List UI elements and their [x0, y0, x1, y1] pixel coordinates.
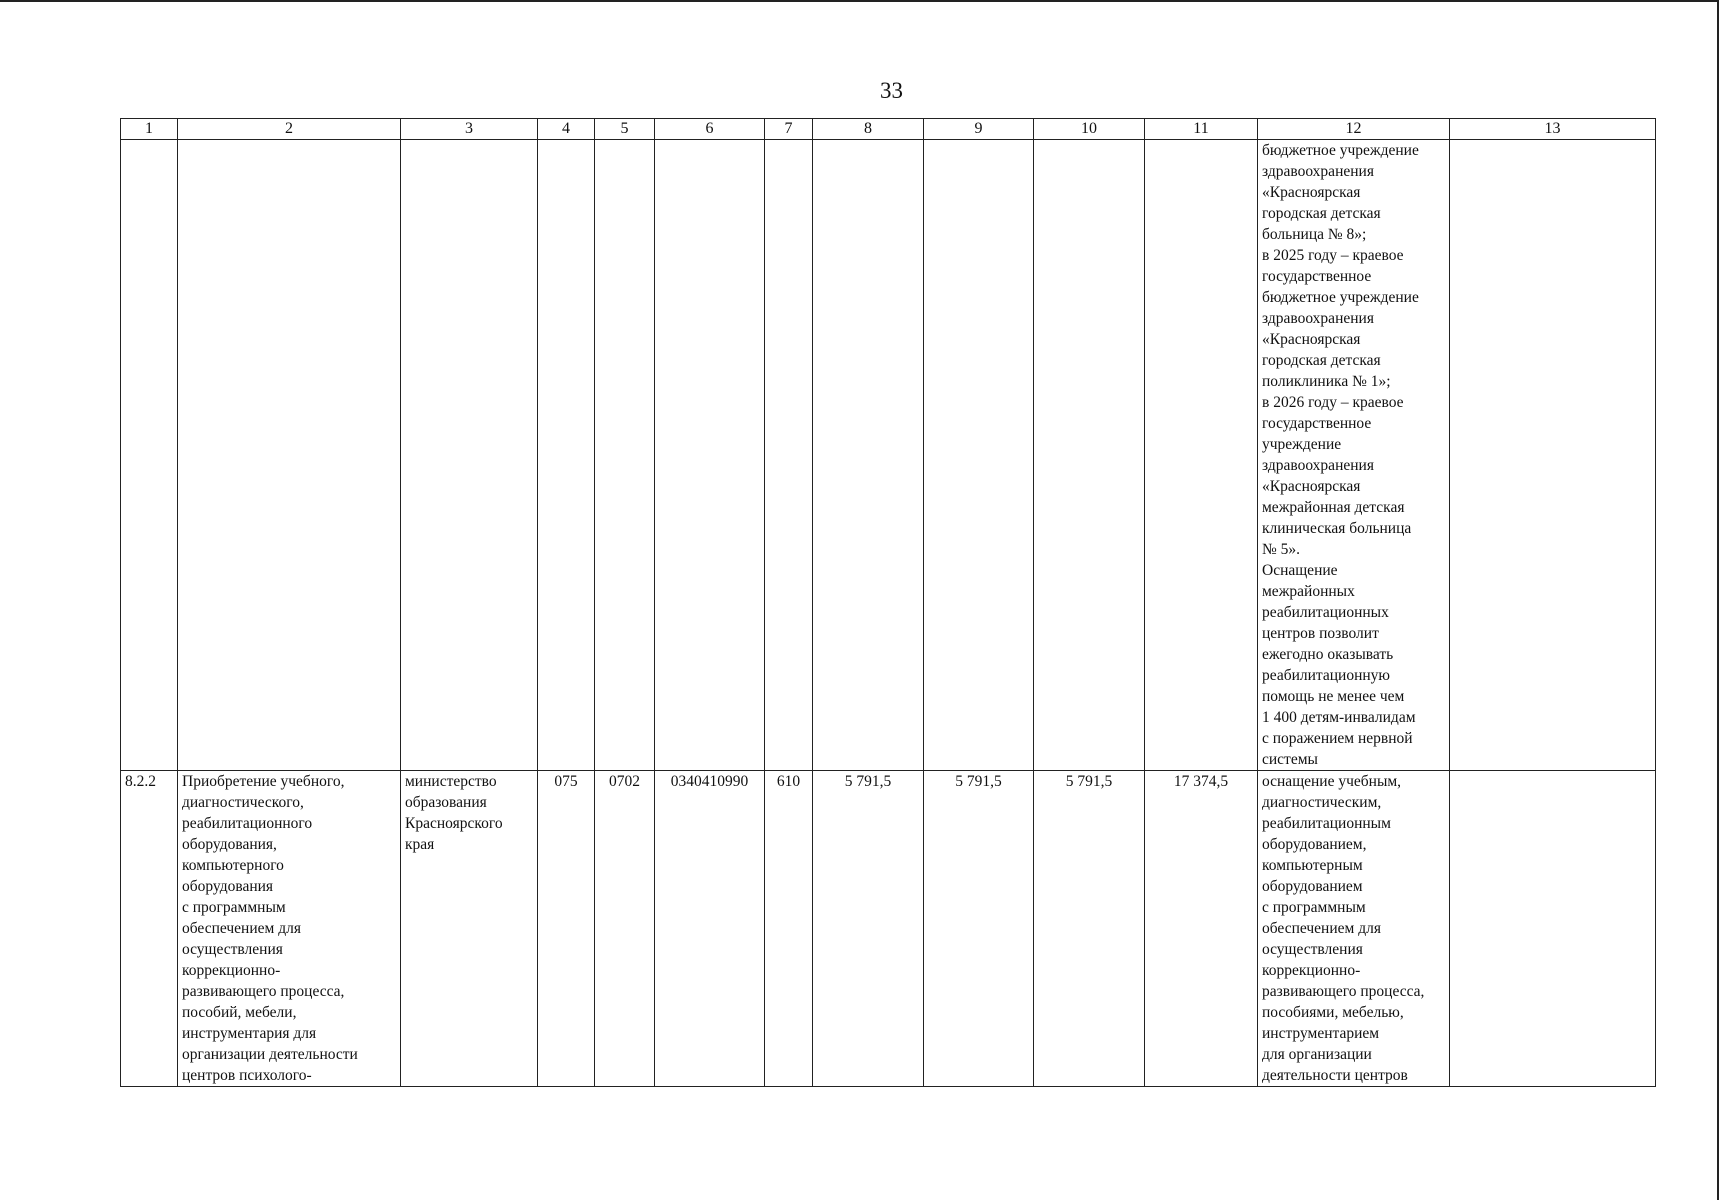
csr-code: 0340410990 [655, 771, 765, 1087]
text-line: пособий, мебели, [182, 1004, 297, 1021]
text-line: диагностическим, [1262, 794, 1382, 811]
cell-empty [1450, 771, 1656, 1087]
header-cell: 11 [1145, 119, 1258, 140]
text-line: больница № 8»; [1262, 226, 1367, 243]
text-line: оборудованием, [1262, 836, 1367, 853]
amount-2025: 5 791,5 [924, 771, 1034, 1087]
text-line: системы [1262, 751, 1318, 768]
cell-empty [121, 140, 178, 771]
text-line: учреждение [1262, 436, 1342, 453]
text-line: коррекционно- [182, 962, 281, 979]
header-cell: 5 [595, 119, 655, 140]
text-line: Оснащение [1262, 562, 1338, 579]
text-line: здравоохранения [1262, 457, 1374, 474]
text-line: пособиями, мебелью, [1262, 1004, 1404, 1021]
text-line: диагностического, [182, 794, 304, 811]
text-line: с программным [1262, 899, 1366, 916]
text-line: края [405, 836, 435, 853]
text-line: здравоохранения [1262, 163, 1374, 180]
header-cell: 10 [1034, 119, 1145, 140]
text-line: в 2026 году – краевое [1262, 394, 1404, 411]
text-line: реабилитационную [1262, 667, 1391, 684]
vr-code: 610 [765, 771, 813, 1087]
text-line: помощь не менее чем [1262, 688, 1405, 705]
header-cell: 6 [655, 119, 765, 140]
text-line: развивающего процесса, [182, 983, 345, 1000]
header-cell: 8 [813, 119, 924, 140]
text-line: обеспечением для [182, 920, 301, 937]
cell-empty [765, 140, 813, 771]
item-number: 8.2.2 [121, 771, 178, 1087]
text-line: обеспечением для [1262, 920, 1381, 937]
text-line: 1 400 детям-инвалидам [1262, 709, 1416, 726]
text-line: Приобретение учебного, [182, 773, 345, 790]
text-line: компьютерным [1262, 857, 1363, 874]
text-line: оборудования [182, 878, 274, 895]
text-line: осуществления [1262, 941, 1363, 958]
text-line: министерство [405, 773, 497, 790]
text-line: реабилитационного [182, 815, 313, 832]
cell-empty [1145, 140, 1258, 771]
table-row-continued [121, 140, 1656, 771]
text-line: городская детская [1262, 352, 1381, 369]
text-line: центров позволит [1262, 625, 1379, 642]
header-cell: 12 [1258, 119, 1450, 140]
text-line: государственное [1262, 415, 1372, 432]
text-line: оборудованием [1262, 878, 1363, 895]
text-line: образования [405, 794, 487, 811]
header-cell: 2 [178, 119, 401, 140]
text-line: межрайонная детская [1262, 499, 1405, 516]
header-cell: 4 [538, 119, 595, 140]
text-line: для организации [1262, 1046, 1372, 1063]
cell-empty [813, 140, 924, 771]
text-line: развивающего процесса, [1262, 983, 1425, 1000]
text-line: городская детская [1262, 205, 1381, 222]
text-line: с поражением нервной [1262, 730, 1413, 747]
text-line: межрайонных [1262, 583, 1355, 600]
page-number: 33 [880, 78, 903, 103]
program-activities-table [120, 118, 1656, 1087]
text-line: оснащение учебным, [1262, 773, 1402, 790]
header-cell: 7 [765, 119, 813, 140]
executor-cell [401, 771, 538, 1087]
text-line: коррекционно- [1262, 962, 1361, 979]
text-line: компьютерного [182, 857, 284, 874]
grbs-code: 075 [538, 771, 595, 1087]
table-row-8-2-2 [121, 771, 1656, 1087]
cell-empty [595, 140, 655, 771]
cell-empty [1450, 140, 1656, 771]
text-line: бюджетное учреждение [1262, 289, 1419, 306]
cell-empty [1034, 140, 1145, 771]
text-line: «Красноярская [1262, 184, 1361, 201]
text-line: поликлиника № 1»; [1262, 373, 1391, 390]
text-line: клиническая больница [1262, 520, 1412, 537]
text-line: инструментария для [182, 1025, 317, 1042]
amount-2024: 5 791,5 [813, 771, 924, 1087]
text-line: № 5». [1262, 541, 1301, 558]
text-line: бюджетное учреждение [1262, 142, 1419, 159]
result-description-cell [1258, 771, 1450, 1087]
result-description-cell [1258, 140, 1450, 771]
header-row [121, 119, 1656, 140]
text-line: здравоохранения [1262, 310, 1374, 327]
text-line: деятельности центров [1262, 1067, 1408, 1084]
cell-empty [924, 140, 1034, 771]
text-line: организации деятельности [182, 1046, 358, 1063]
text-line: «Красноярская [1262, 331, 1361, 348]
header-cell: 1 [121, 119, 178, 140]
text-line: ежегодно оказывать [1262, 646, 1394, 663]
text-line: в 2025 году – краевое [1262, 247, 1404, 264]
activity-name-cell [178, 771, 401, 1087]
cell-empty [538, 140, 595, 771]
header-cell: 13 [1450, 119, 1656, 140]
header-cell: 9 [924, 119, 1034, 140]
text-line: центров психолого- [182, 1067, 312, 1084]
text-line: оборудования, [182, 836, 277, 853]
amount-total: 17 374,5 [1145, 771, 1258, 1087]
header-cell: 3 [401, 119, 538, 140]
text-line: осуществления [182, 941, 283, 958]
text-line: государственное [1262, 268, 1372, 285]
text-line: реабилитационных [1262, 604, 1389, 621]
cell-empty [401, 140, 538, 771]
text-line: инструментарием [1262, 1025, 1380, 1042]
cell-empty [655, 140, 765, 771]
rzpr-code: 0702 [595, 771, 655, 1087]
text-line: «Красноярская [1262, 478, 1361, 495]
amount-2026: 5 791,5 [1034, 771, 1145, 1087]
cell-empty [178, 140, 401, 771]
text-line: Красноярского [405, 815, 503, 832]
text-line: с программным [182, 899, 286, 916]
text-line: реабилитационным [1262, 815, 1391, 832]
